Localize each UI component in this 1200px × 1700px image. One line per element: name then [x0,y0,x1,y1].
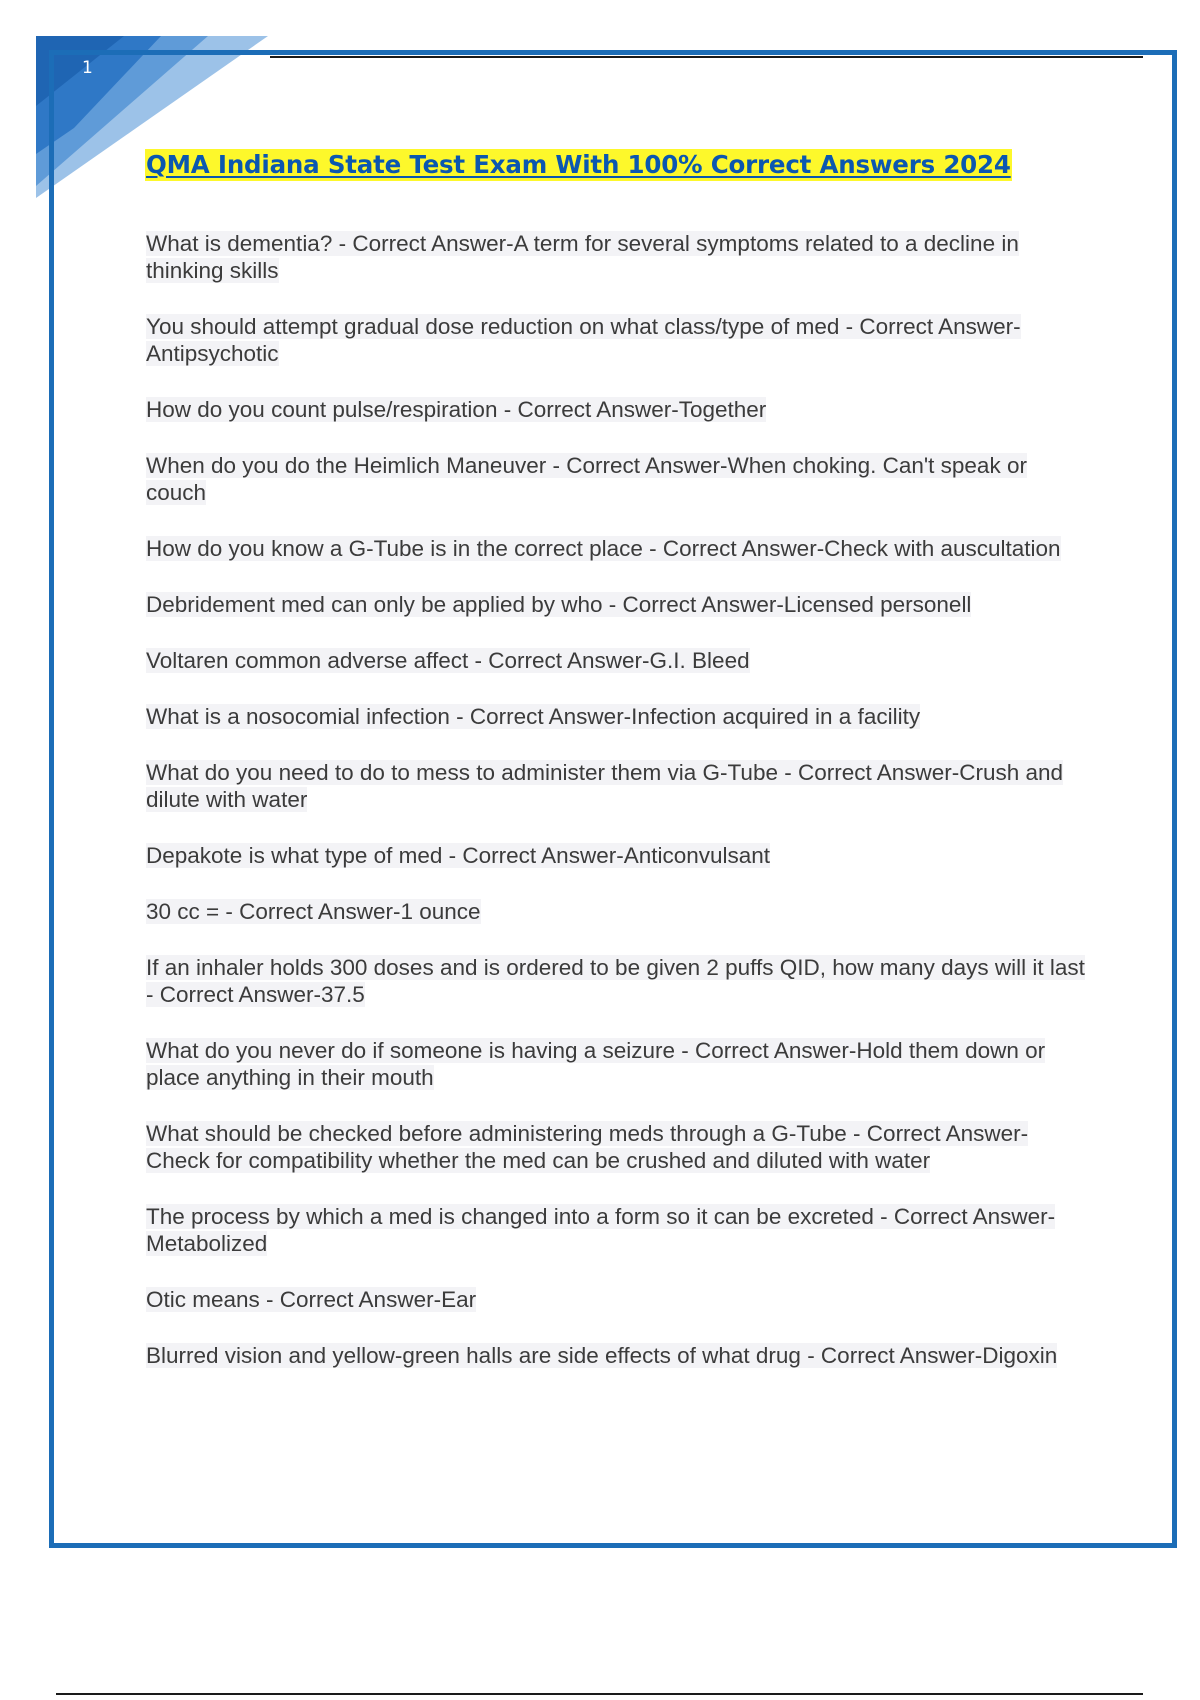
qa-item-text: When do you do the Heimlich Maneuver - Correct Answer-When choking. Can't speak or couch [146,453,1027,505]
qa-item-text: How do you know a G-Tube is in the correct place - Correct Answer-Check with auscultation [146,536,1061,561]
qa-item-text: How do you count pulse/respiration - Correct Answer-Together [146,397,767,422]
qa-item [146,1120,1091,1174]
qa-item-text: If an inhaler holds 300 doses and is ordered to be given 2 puffs QID, how many days will it last - Correct Answer-37.5 [146,955,1085,1007]
qa-item-text: Debridement med can only be applied by who - Correct Answer-Licensed personell [146,592,972,617]
qa-item-text: Voltaren common adverse affect - Correct Answer-G.I. Bleed [146,648,750,673]
qa-item-text: What do you need to do to mess to administer them via G-Tube - Correct Answer-Crush and dilute with water [146,760,1064,812]
qa-item-text: What should be checked before administering meds through a G-Tube - Correct Answer-Check for compatibility whether the med can be crushed and diluted with water [146,1121,1029,1173]
qa-item [146,842,1091,869]
qa-item-text: The process by which a med is changed into a form so it can be excreted - Correct Answer-Metabolized [146,1204,1056,1256]
qa-item [146,898,1091,925]
qa-item [146,703,1091,730]
page-number: 1 [82,58,93,78]
qa-item-text: Blurred vision and yellow-green halls are side effects of what drug - Correct Answer-Digoxin [146,1343,1058,1368]
question-answer-list [146,230,1091,1398]
qa-item [146,759,1091,813]
qa-item [146,591,1091,618]
qa-item-text: What is dementia? - Correct Answer-A term for several symptoms related to a decline in thinking skills [146,231,1019,283]
qa-item [146,647,1091,674]
qa-item-text: 30 cc = - Correct Answer-1 ounce [146,899,481,924]
qa-item [146,313,1091,367]
document-title: QMA Indiana State Test Exam With 100% Correct Answers 2024 [146,150,1011,179]
qa-item-text: What is a nosocomial infection - Correct Answer-Infection acquired in a facility [146,704,921,729]
footer-rule [56,1693,1143,1695]
qa-item [146,396,1091,423]
qa-item [146,1342,1091,1369]
qa-item [146,1037,1091,1091]
qa-item-text: Depakote is what type of med - Correct Answer-Anticonvulsant [146,843,771,868]
qa-item [146,230,1091,284]
qa-item [146,1286,1091,1313]
qa-item [146,452,1091,506]
qa-item-text: Otic means - Correct Answer-Ear [146,1287,477,1312]
qa-item [146,535,1091,562]
qa-item-text: What do you never do if someone is having a seizure - Correct Answer-Hold them down or place anything in their mouth [146,1038,1046,1090]
qa-item [146,954,1091,1008]
qa-item-text: You should attempt gradual dose reduction on what class/type of med - Correct Answer-Antipsychotic [146,314,1021,366]
header-rule [270,56,1143,58]
qa-item [146,1203,1091,1257]
